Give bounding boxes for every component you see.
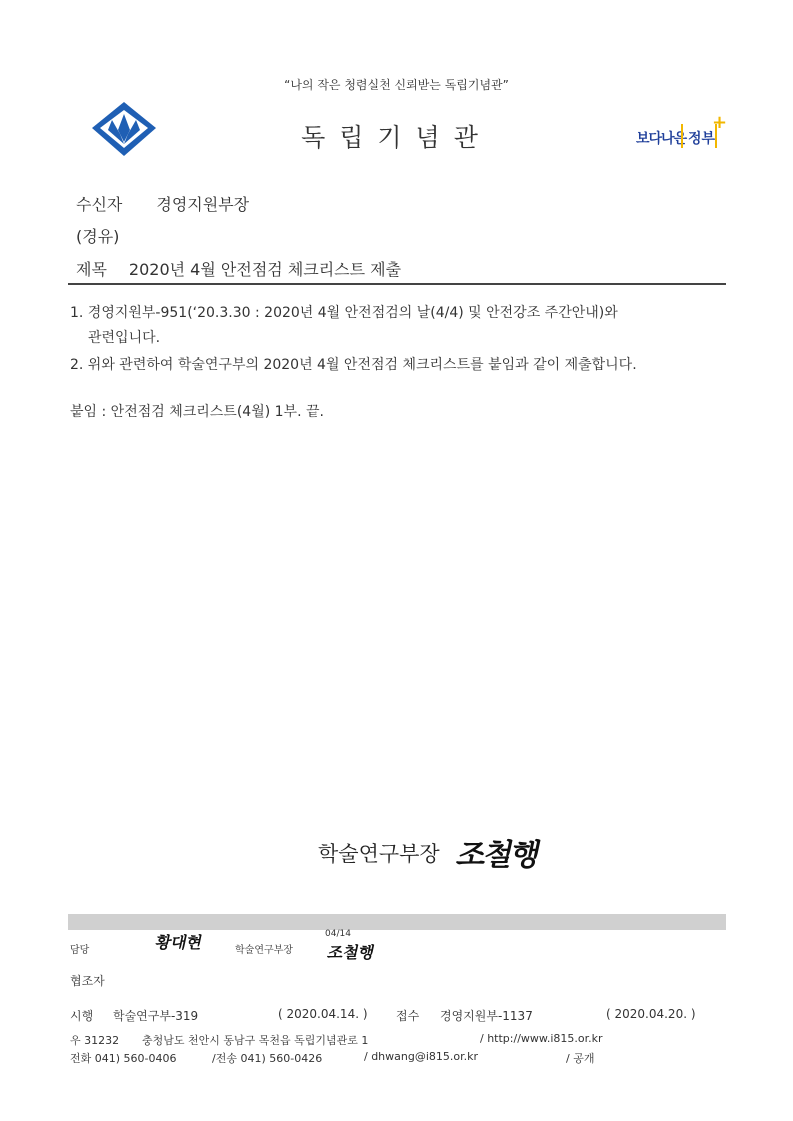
- approver-date: 04/14: [325, 929, 351, 939]
- gov-logo-accent: 정부: [688, 131, 716, 147]
- cooperation-label: 협조자: [70, 974, 105, 988]
- gov-logo-text: 보다나은: [636, 131, 687, 147]
- via-row: (경유): [76, 227, 120, 246]
- footer-bar: [68, 914, 726, 930]
- motto: “나의 작은 청렴실천 신뢰받는 독립기념관”: [284, 78, 509, 92]
- subject-label: 제목: [76, 260, 107, 279]
- enforce-date: ( 2020.04.14. ): [278, 1007, 368, 1021]
- phone-number: 전화 041) 560-0406: [70, 1052, 177, 1065]
- approver-title: 학술연구부장: [235, 945, 293, 956]
- sender-title: 학술연구부장: [318, 842, 440, 866]
- gov-logo: [636, 112, 728, 160]
- attachment-note: 붙임 : 안전점검 체크리스트(4월) 1부. 끝.: [70, 404, 324, 420]
- subject-row: [76, 257, 401, 280]
- recipient-row: [76, 192, 249, 215]
- receipt-label: 접수: [396, 1009, 420, 1023]
- approver-signature: 조철행: [325, 943, 377, 962]
- damdang-label: 담당: [70, 945, 90, 956]
- email-link[interactable]: / dhwang@i815.or.kr: [364, 1050, 479, 1063]
- receipt-number: 경영지원부-1137: [440, 1009, 533, 1023]
- header-divider: [68, 283, 726, 285]
- plus-icon: +: [712, 112, 728, 133]
- postal-code: 우 31232: [70, 1034, 120, 1047]
- subject-value: 2020년 4월 안전점검 체크리스트 제출: [128, 260, 402, 279]
- address: 충청남도 천안시 동남구 목천읍 독립기념관로 1: [142, 1034, 369, 1047]
- fax-number: /전송 041) 560-0426: [212, 1052, 323, 1065]
- receipt-date: ( 2020.04.20. ): [606, 1007, 696, 1021]
- enforce-label: 시행: [70, 1009, 94, 1023]
- recipient-label: 수신자: [76, 195, 123, 214]
- paragraph-1-line-1: 1. 경영지원부-951(‘20.3.30 : 2020년 4월 안전점검의 날(4/4) 및 안전강조 주간안내)와: [70, 305, 618, 321]
- enforce-number: 학술연구부-319: [113, 1009, 199, 1023]
- org-title: 독립기념관: [301, 123, 492, 152]
- damdang-signature: 황대현: [153, 933, 205, 952]
- sender-signature: 조철행: [453, 838, 542, 873]
- website-link[interactable]: / http://www.i815.or.kr: [480, 1032, 603, 1045]
- paragraph-2: 2. 위와 관련하여 학술연구부의 2020년 4월 안전점검 체크리스트를 붙임과 같이 제출합니다.: [70, 357, 637, 373]
- disclosure-status: / 공개: [566, 1052, 595, 1065]
- recipient-value: 경영지원부장: [156, 195, 250, 214]
- paragraph-1-line-2: 관련입니다.: [88, 330, 161, 346]
